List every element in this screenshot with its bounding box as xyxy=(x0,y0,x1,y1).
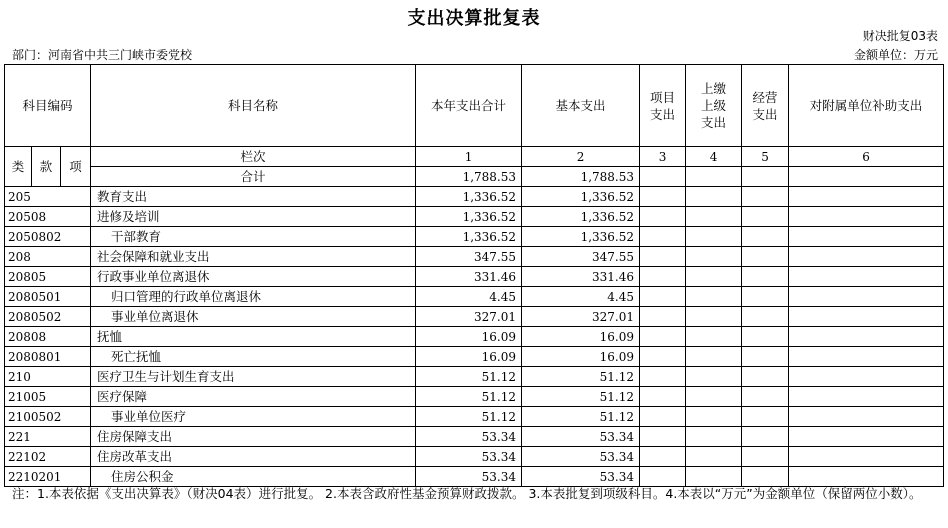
row-code: 221 xyxy=(5,427,91,447)
empty-cell xyxy=(789,207,944,227)
row-name: 死亡抚恤 xyxy=(91,347,416,367)
page-title: 支出决算批复表 xyxy=(407,8,541,29)
subheader-lanci: 栏次 xyxy=(91,147,416,167)
row-basic-value: 51.12 xyxy=(522,387,640,407)
table-row xyxy=(5,327,944,347)
empty-cell xyxy=(742,447,789,467)
empty-cell xyxy=(640,187,686,207)
table-row xyxy=(5,247,944,267)
row-code: 20805 xyxy=(5,267,91,287)
empty-cell xyxy=(742,347,789,367)
subheader-xiang: 项 xyxy=(61,147,91,187)
total-label: 合计 xyxy=(91,167,416,187)
column-number-5: 5 xyxy=(742,147,789,167)
row-name: 医疗卫生与计划生育支出 xyxy=(91,367,416,387)
row-code: 20508 xyxy=(5,207,91,227)
table-row xyxy=(5,367,944,387)
total-row xyxy=(5,167,944,187)
empty-cell xyxy=(640,407,686,427)
header-operate: 经营 支出 xyxy=(742,65,789,147)
row-name: 进修及培训 xyxy=(91,207,416,227)
row-total-value: 53.34 xyxy=(416,427,522,447)
header-row xyxy=(5,65,944,147)
empty-cell xyxy=(789,167,944,187)
header-subsidy: 对附属单位补助支出 xyxy=(789,65,944,147)
subheader-row xyxy=(5,147,944,167)
empty-cell xyxy=(640,427,686,447)
row-code: 2210201 xyxy=(5,467,91,487)
row-name: 住房公积金 xyxy=(91,467,416,487)
empty-cell xyxy=(686,187,742,207)
table-row xyxy=(5,287,944,307)
empty-cell xyxy=(686,167,742,187)
row-basic-value: 1,336.52 xyxy=(522,227,640,247)
row-total-value: 53.34 xyxy=(416,467,522,487)
row-total-value: 16.09 xyxy=(416,327,522,347)
row-name: 事业单位离退休 xyxy=(91,307,416,327)
header-project: 项目 支出 xyxy=(640,65,686,147)
empty-cell xyxy=(640,267,686,287)
empty-cell xyxy=(789,247,944,267)
row-basic-value: 4.45 xyxy=(522,287,640,307)
empty-cell xyxy=(789,227,944,247)
row-total-value: 51.12 xyxy=(416,367,522,387)
row-basic-value: 53.34 xyxy=(522,427,640,447)
empty-cell xyxy=(742,327,789,347)
empty-cell xyxy=(742,187,789,207)
row-code: 2100502 xyxy=(5,407,91,427)
row-code: 21005 xyxy=(5,387,91,407)
column-number-2: 2 xyxy=(522,147,640,167)
empty-cell xyxy=(686,367,742,387)
empty-cell xyxy=(742,427,789,447)
header-remit: 上缴 上级 支出 xyxy=(686,65,742,147)
header-code: 科目编码 xyxy=(5,65,91,147)
column-number-3: 3 xyxy=(640,147,686,167)
row-name: 医疗保障 xyxy=(91,387,416,407)
table-row xyxy=(5,307,944,327)
row-code: 205 xyxy=(5,187,91,207)
total-basic-value: 1,788.53 xyxy=(522,167,640,187)
row-total-value: 1,336.52 xyxy=(416,227,522,247)
row-basic-value: 51.12 xyxy=(522,367,640,387)
empty-cell xyxy=(789,367,944,387)
row-total-value: 347.55 xyxy=(416,247,522,267)
form-code: 财决批复03表 xyxy=(862,29,938,43)
empty-cell xyxy=(640,387,686,407)
row-name: 抚恤 xyxy=(91,327,416,347)
empty-cell xyxy=(789,187,944,207)
row-code: 2080501 xyxy=(5,287,91,307)
empty-cell xyxy=(686,247,742,267)
empty-cell xyxy=(789,267,944,287)
empty-cell xyxy=(742,367,789,387)
row-total-value: 53.34 xyxy=(416,447,522,467)
table-row xyxy=(5,207,944,227)
empty-cell xyxy=(686,227,742,247)
empty-cell xyxy=(789,327,944,347)
department-label: 部门：河南省中共三门峡市委党校 xyxy=(12,48,193,62)
row-total-value: 51.12 xyxy=(416,387,522,407)
table-row xyxy=(5,267,944,287)
table-row xyxy=(5,347,944,367)
subheader-lei: 类 xyxy=(5,147,32,187)
subheader-kuan: 款 xyxy=(32,147,61,187)
empty-cell xyxy=(640,247,686,267)
table-row xyxy=(5,387,944,407)
row-total-value: 1,336.52 xyxy=(416,187,522,207)
row-name: 住房改革支出 xyxy=(91,447,416,467)
empty-cell xyxy=(686,287,742,307)
total-total-value: 1,788.53 xyxy=(416,167,522,187)
row-basic-value: 16.09 xyxy=(522,347,640,367)
empty-cell xyxy=(789,387,944,407)
row-code: 2050802 xyxy=(5,227,91,247)
unit-label: 金额单位：万元 xyxy=(853,48,938,62)
empty-cell xyxy=(742,247,789,267)
row-basic-value: 51.12 xyxy=(522,407,640,427)
row-name: 住房保障支出 xyxy=(91,427,416,447)
empty-cell xyxy=(686,307,742,327)
empty-cell xyxy=(640,347,686,367)
empty-cell xyxy=(640,327,686,347)
table-row xyxy=(5,187,944,207)
row-name: 事业单位医疗 xyxy=(91,407,416,427)
empty-cell xyxy=(640,207,686,227)
row-code: 208 xyxy=(5,247,91,267)
empty-cell xyxy=(686,347,742,367)
empty-cell xyxy=(640,167,686,187)
empty-cell xyxy=(640,227,686,247)
row-total-value: 16.09 xyxy=(416,347,522,367)
empty-cell xyxy=(789,407,944,427)
row-basic-value: 331.46 xyxy=(522,267,640,287)
empty-cell xyxy=(742,267,789,287)
row-basic-value: 16.09 xyxy=(522,327,640,347)
footnote: 注：1.本表依据《支出决算表》（财决04表）进行批复。 2.本表含政府性基金预算财政拨款。 3.本表批复到项级科目。4.本表以“万元”为金额单位（保留两位小数）。 xyxy=(12,486,922,501)
row-name: 社会保障和就业支出 xyxy=(91,247,416,267)
empty-cell xyxy=(789,347,944,367)
row-total-value: 1,336.52 xyxy=(416,207,522,227)
empty-cell xyxy=(640,287,686,307)
row-basic-value: 347.55 xyxy=(522,247,640,267)
row-code: 2080801 xyxy=(5,347,91,367)
row-code: 22102 xyxy=(5,447,91,467)
column-number-6: 6 xyxy=(789,147,944,167)
empty-cell xyxy=(640,447,686,467)
empty-cell xyxy=(686,407,742,427)
row-name: 归口管理的行政单位离退休 xyxy=(91,287,416,307)
empty-cell xyxy=(686,387,742,407)
row-name: 教育支出 xyxy=(91,187,416,207)
empty-cell xyxy=(789,427,944,447)
row-basic-value: 327.01 xyxy=(522,307,640,327)
empty-cell xyxy=(640,367,686,387)
row-basic-value: 1,336.52 xyxy=(522,187,640,207)
empty-cell xyxy=(742,167,789,187)
empty-cell xyxy=(742,227,789,247)
row-name: 行政事业单位离退休 xyxy=(91,267,416,287)
empty-cell xyxy=(640,307,686,327)
empty-cell xyxy=(686,427,742,447)
table-row xyxy=(5,407,944,427)
column-number-4: 4 xyxy=(686,147,742,167)
row-basic-value: 53.34 xyxy=(522,447,640,467)
empty-cell xyxy=(686,267,742,287)
row-code: 2080502 xyxy=(5,307,91,327)
table-row xyxy=(5,447,944,467)
row-code: 20808 xyxy=(5,327,91,347)
empty-cell xyxy=(789,287,944,307)
header-name: 科目名称 xyxy=(91,65,416,147)
table-row xyxy=(5,227,944,247)
empty-cell xyxy=(686,327,742,347)
row-basic-value: 53.34 xyxy=(522,467,640,487)
row-name: 干部教育 xyxy=(91,227,416,247)
row-total-value: 327.01 xyxy=(416,307,522,327)
row-total-value: 51.12 xyxy=(416,407,522,427)
column-number-1: 1 xyxy=(416,147,522,167)
row-code: 210 xyxy=(5,367,91,387)
empty-cell xyxy=(742,387,789,407)
empty-cell xyxy=(742,207,789,227)
empty-cell xyxy=(686,447,742,467)
table-row xyxy=(5,427,944,447)
empty-cell xyxy=(789,307,944,327)
row-total-value: 331.46 xyxy=(416,267,522,287)
empty-cell xyxy=(742,407,789,427)
empty-cell xyxy=(789,447,944,467)
row-total-value: 4.45 xyxy=(416,287,522,307)
expenditure-table xyxy=(4,64,944,487)
row-basic-value: 1,336.52 xyxy=(522,207,640,227)
empty-cell xyxy=(742,307,789,327)
header-basic: 基本支出 xyxy=(522,65,640,147)
empty-cell xyxy=(742,287,789,307)
header-total: 本年支出合计 xyxy=(416,65,522,147)
empty-cell xyxy=(686,207,742,227)
